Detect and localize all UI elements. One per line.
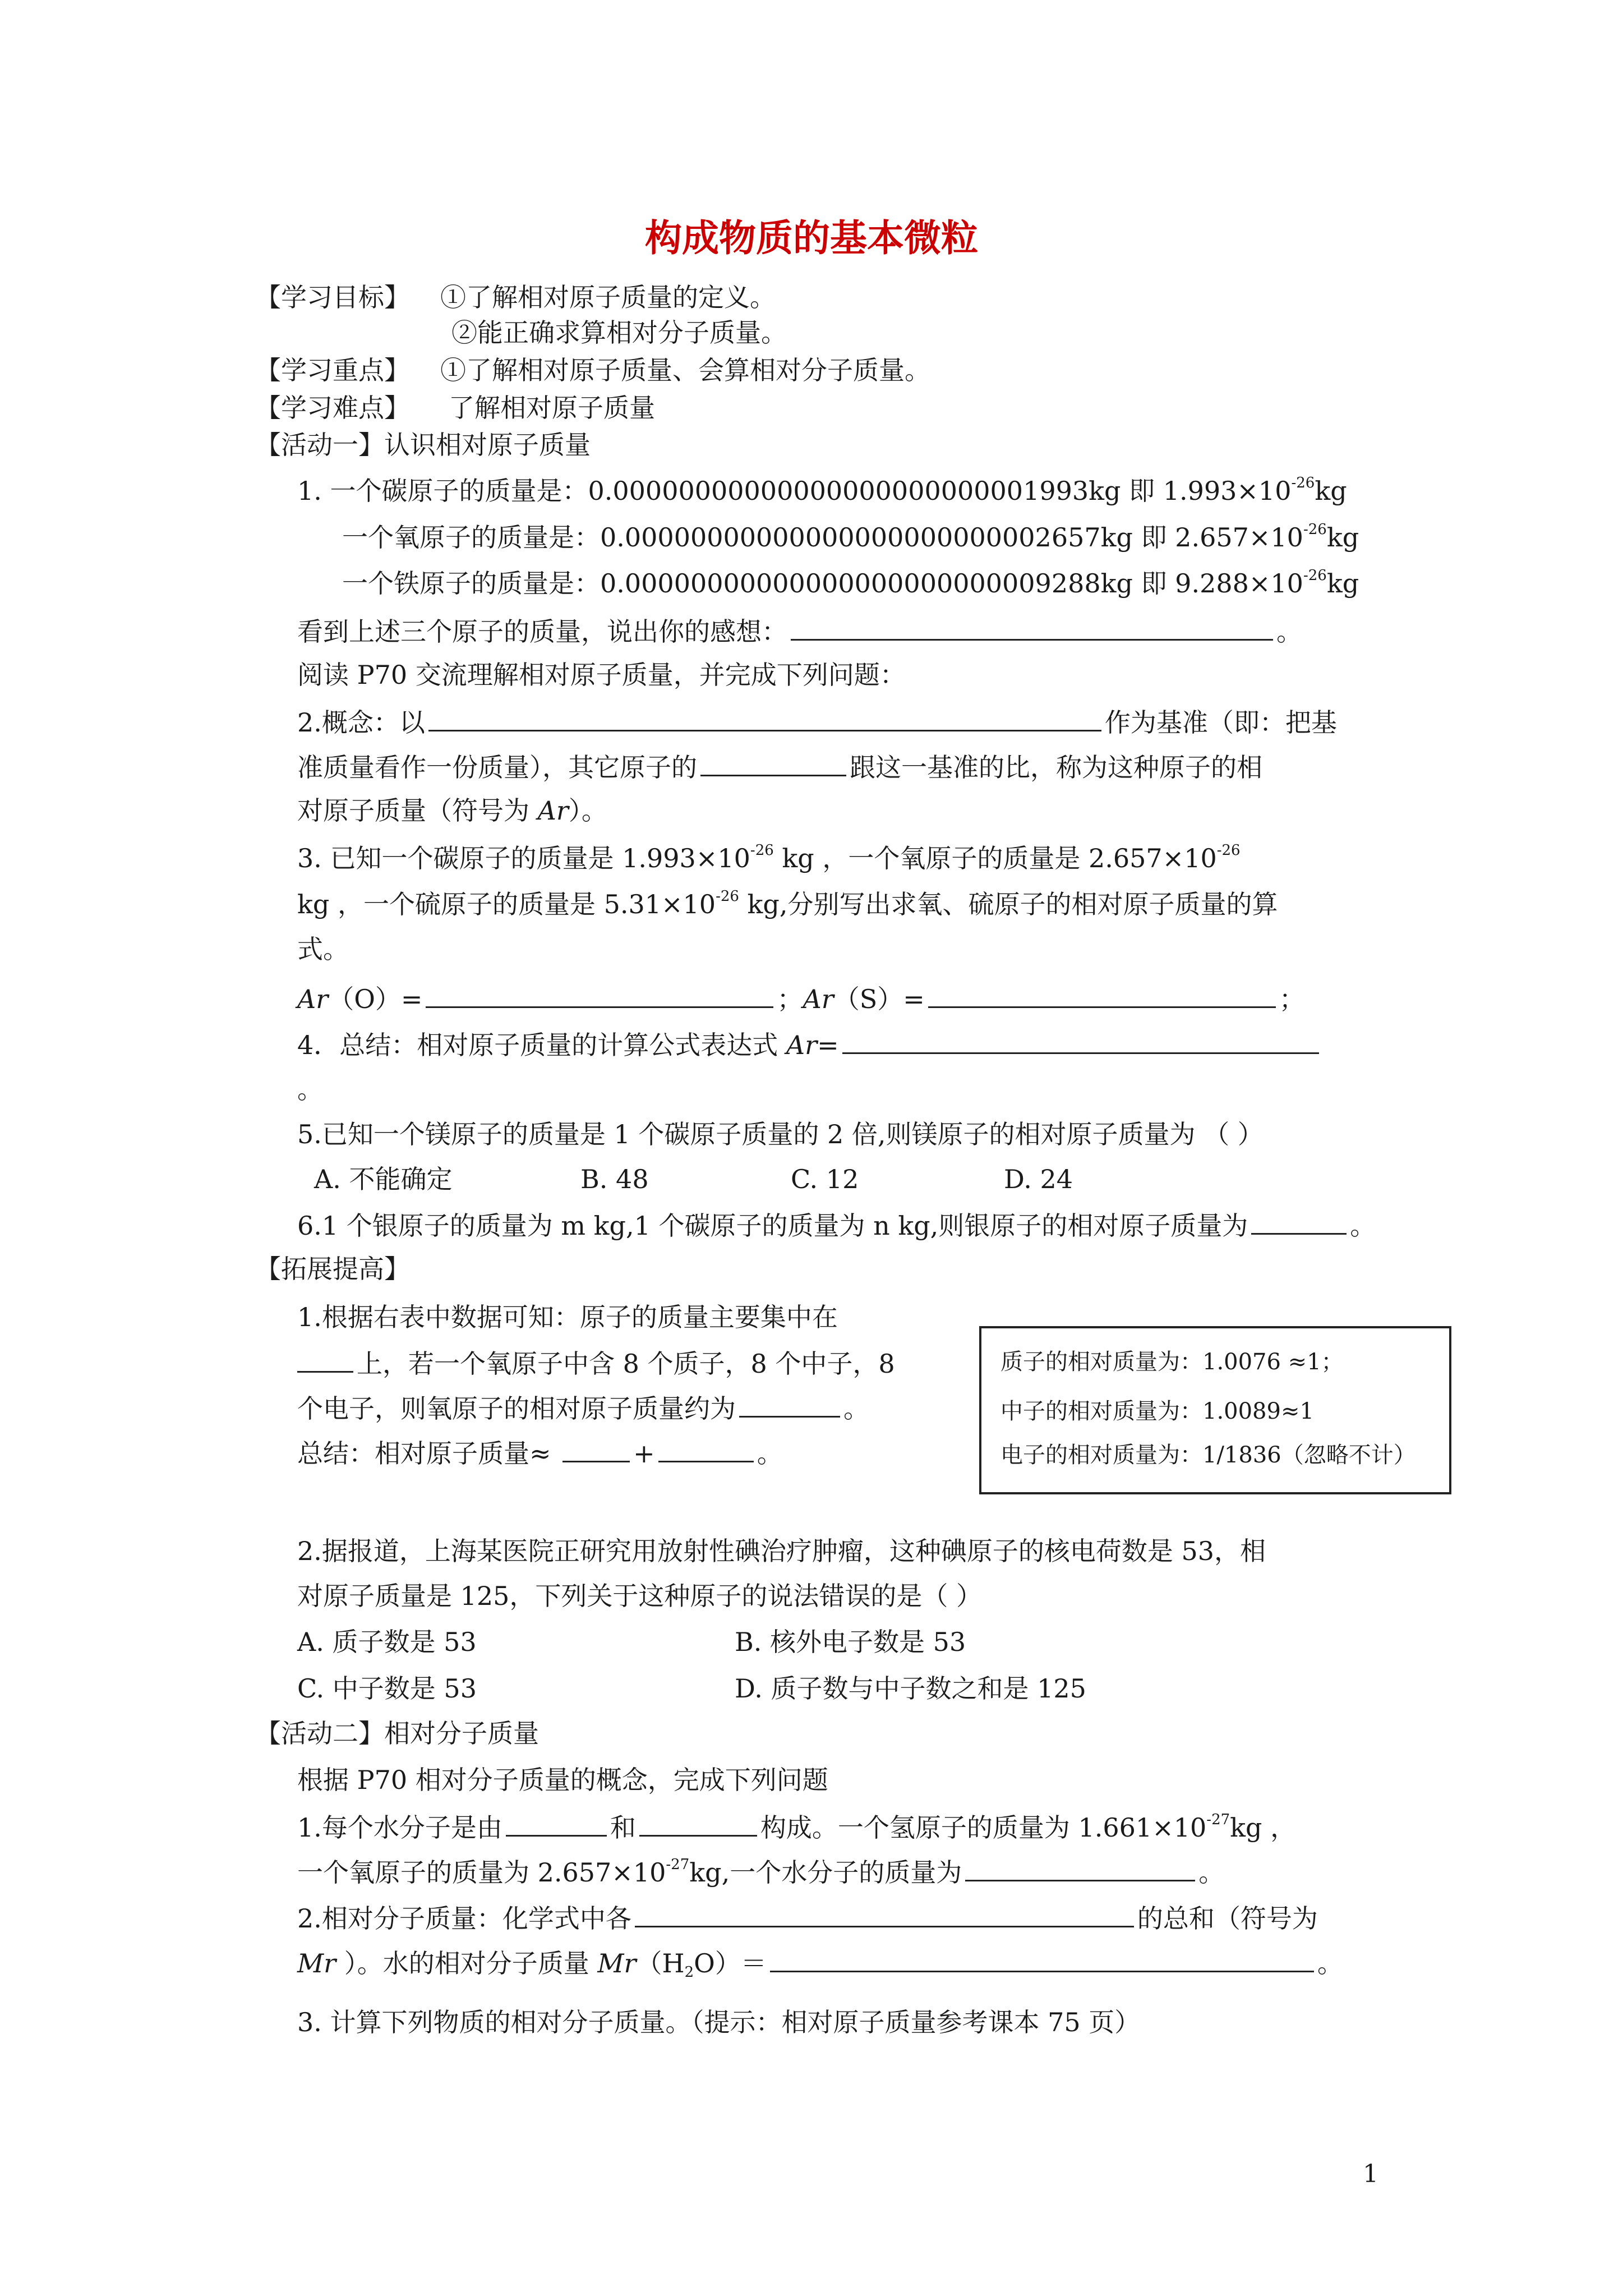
q2-blank-mass[interactable] [700,749,846,776]
a2-q1-line1: 1.每个水分子是由 和 构成。一个氢原子的质量为 $1.661\times 10^{-27}kg$ ， [297,1809,1296,1844]
activity1-heading: 【活动一】认识相对原子质量 [255,430,591,460]
q5-option-b: B. 48 [580,1164,649,1194]
q1-iron-line: 一个铁原子的质量是：0.00000000000000000000000009288kg 即 $9.288\times 10^{-26}kg$ [342,567,1359,599]
ext-q1-blank-mass[interactable] [739,1390,840,1418]
goal-1: ①了解相对原子质量的定义。 [440,282,776,312]
a2-q2-line2: Mr ）。水的相对分子质量 $Mr(H_2O)=$ 。 [297,1945,1343,1980]
ext-summary-blank-2[interactable] [658,1435,754,1462]
ext-q1-blank-location[interactable] [297,1345,353,1373]
read-line: 阅读 P70 交流理解相对原子质量，并完成下列问题： [297,660,906,690]
ext-q1-summary: 总结：相对原子质量≈ + 。 [297,1435,783,1470]
q6-blank[interactable] [1251,1207,1347,1235]
a2-q1-blank-1[interactable] [506,1809,607,1837]
q3-line3: 式。 [297,934,349,964]
a2-q1-blank-2[interactable] [639,1809,757,1837]
goal-2: ②能正确求算相对分子质量。 [451,318,787,348]
a2-q2-blank-water[interactable] [770,1945,1314,1972]
ext-q2-option-d: D. 质子数与中子数之和是 125 [735,1673,1086,1704]
q5-line: 5.已知一个镁原子的质量是 1 个碳原子质量的 2 倍,则镁原子的相对原子质量为 （ ） [297,1119,1264,1149]
proton-mass: 质子的相对质量为：1.0076 ≈1； [1000,1349,1344,1375]
activity2-heading: 【活动二】相对分子质量 [255,1718,539,1749]
activity2-intro: 根据 P70 相对分子质量的概念，完成下列问题 [297,1765,828,1795]
neutron-mass: 中子的相对质量为：1.0089≈1 [1000,1398,1314,1424]
page-number: 1 [1363,2160,1378,2188]
q5-option-c: C. 12 [791,1164,859,1194]
a2-q3-line: 3. 计算下列物质的相对分子质量。（提示：相对原子质量参考课本 75 页） [297,2007,1141,2037]
q2-line3: 对原子质量（符号为 Ar）。 [297,795,607,826]
ext-q1-line1: 1.根据右表中数据可知：原子的质量主要集中在 [297,1302,838,1332]
q1-oxygen-line: 一个氧原子的质量是：0.00000000000000000000000002657kg 即 $2.657\times 10^{-26}kg$ [342,521,1359,553]
feel-blank[interactable] [791,613,1273,641]
key-point: ①了解相对原子质量、会算相对分子质量。 [440,355,930,385]
ar-o-blank[interactable] [426,981,773,1008]
ar-s-blank[interactable] [928,981,1276,1008]
ext-q2-option-c: C. 中子数是 53 [297,1673,477,1704]
ext-q2-line1: 2.据报道，上海某医院正研究用放射性碘治疗肿瘤，这种碘原子的核电荷数是 53，相 [297,1536,1266,1566]
ext-q2-line2: 对原子质量是 125，下列关于这种原子的说法错误的是（ ） [297,1581,983,1611]
a2-q1-line2: 一个氧原子的质量为 $2.657\times 10^{-27}kg$,一个水分子的质量为 。 [297,1854,1224,1889]
q5-option-d: D. 24 [1004,1164,1073,1194]
q2-line2: 准质量看作一份质量），其它原子的 跟这一基准的比，称为这种原子的相 [297,749,1262,784]
ext-q1-line3: 个电子，则氧原子的相对原子质量约为 。 [297,1390,869,1425]
q2-line1: 2.概念：以 作为基准（即：把基 [297,704,1337,739]
q4-line: 4．总结：相对原子质量的计算公式表达式 Ar= [297,1027,1322,1062]
ar-line: Ar（O）= ；Ar（S）= ； [297,981,1305,1016]
q3-line1: 3. 已知一个碳原子的质量是 $1.993\times 10^{-26}$ kg ，一个氧原子的质量是 $2.657\times 10^{-26}$ [297,842,1241,873]
q3-line2: kg ，一个硫原子的质量是 $5.31\times 10^{-26}$ kg,分别写出求氧、硫原子的相对原子质量的算 [297,888,1278,919]
q4-period: 。 [297,1074,323,1105]
a2-q1-blank-water[interactable] [965,1854,1195,1881]
difficulty-point: 了解相对原子质量 [449,393,655,423]
difficulty-label: 【学习难点】 [255,393,410,423]
goal-label: 【学习目标】 [255,282,410,312]
page-title: 构成物质的基本微粒 [645,217,978,260]
ext-summary-blank-1[interactable] [562,1435,630,1462]
a2-q2-line1: 2.相对分子质量：化学式中各 的总和（符号为 [297,1900,1318,1935]
extension-heading: 【拓展提高】 [255,1254,410,1284]
ext-q2-option-b: B. 核外电子数是 53 [735,1627,966,1657]
q1-carbon-line: 1. 一个碳原子的质量是：0.00000000000000000000000001993kg 即 $1.993\times 10^{-26}kg$ [297,475,1347,506]
electron-mass: 电子的相对质量为：1/1836（忽略不计） [1000,1442,1416,1468]
a2-q2-blank-sum[interactable] [635,1900,1134,1927]
q2-blank-standard[interactable] [428,704,1101,731]
key-label: 【学习重点】 [255,355,410,385]
feel-line: 看到上述三个原子的质量，说出你的感想： 。 [297,613,1302,648]
particle-mass-table [979,1326,1451,1494]
ext-q2-option-a: A. 质子数是 53 [297,1627,477,1657]
ext-q1-line2: 上，若一个氧原子中含 8 个质子，8 个中子，8 [297,1345,895,1381]
q6-line: 6.1 个银原子的质量为 m kg,1 个碳原子的质量为 n kg,则银原子的相对原子质量为 。 [297,1207,1376,1243]
q4-blank[interactable] [842,1027,1319,1054]
q5-option-a: A. 不能确定 [314,1164,453,1194]
